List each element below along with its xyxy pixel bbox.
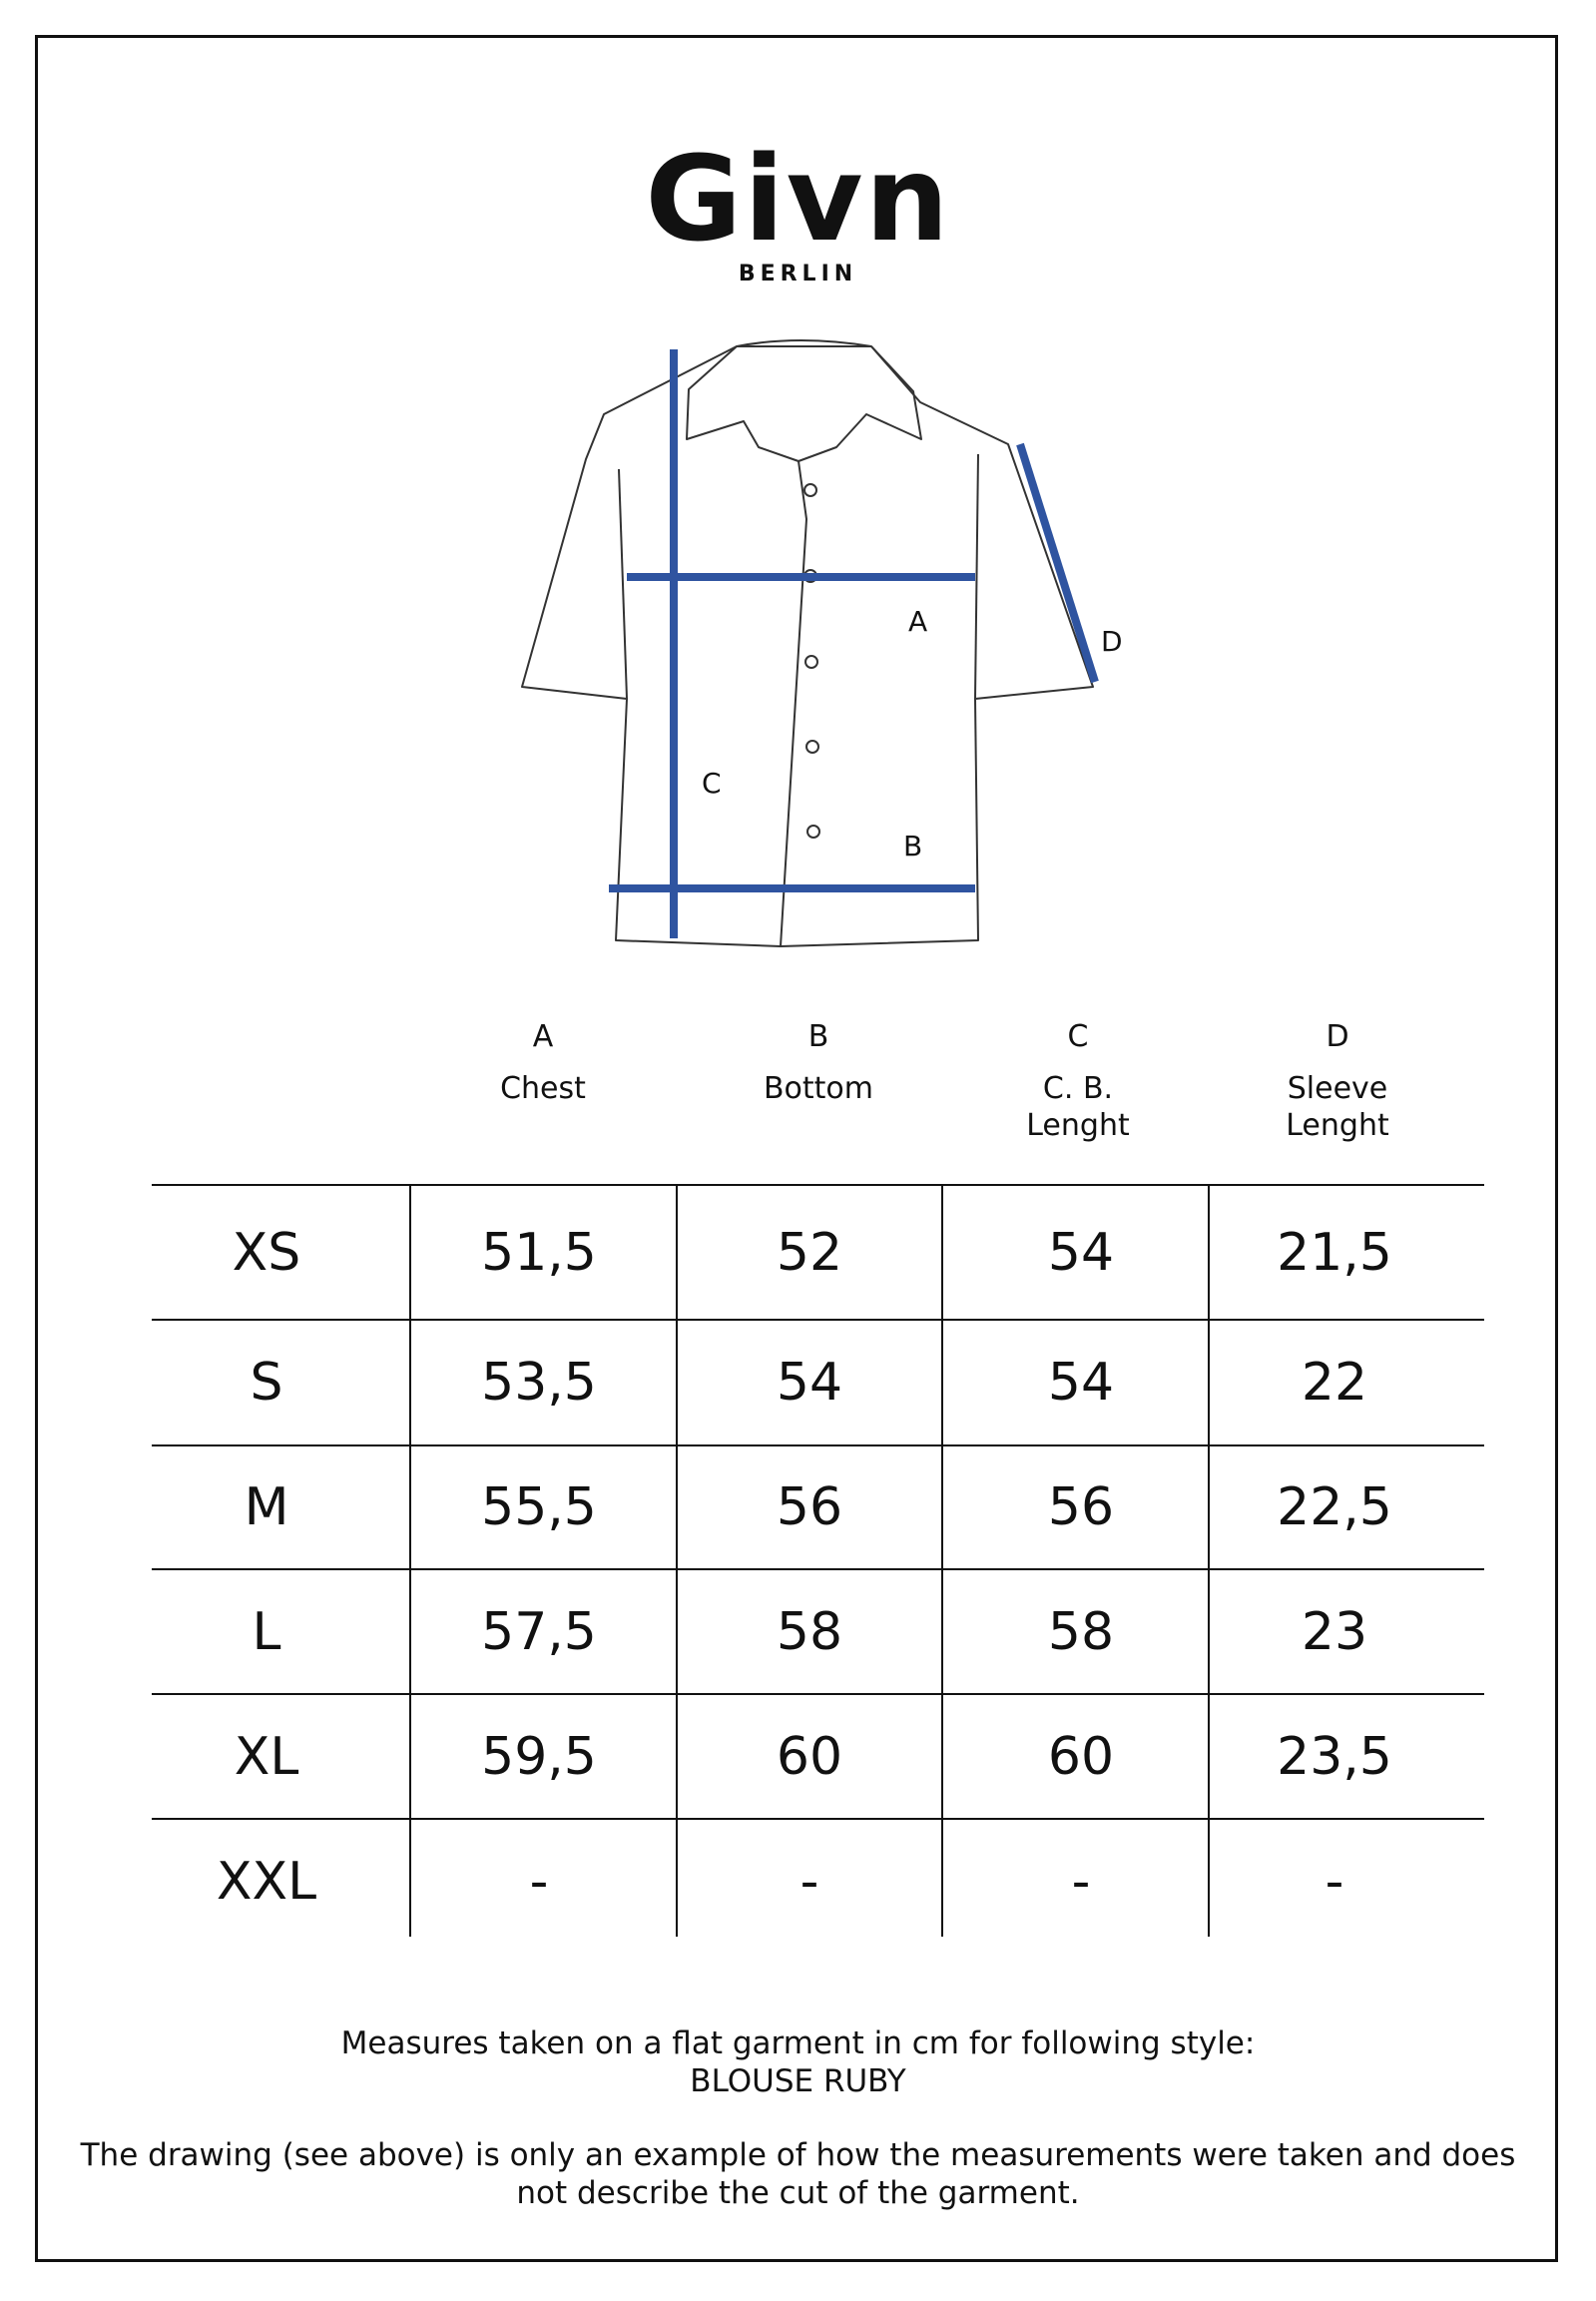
measure-value: -: [1071, 1852, 1091, 1912]
size-label: XL: [234, 1727, 299, 1787]
size-label: L: [252, 1602, 281, 1662]
column-letter: A: [532, 1019, 554, 1054]
brand-logo: Givn: [645, 130, 951, 268]
measure-value: 54: [1047, 1353, 1115, 1413]
column-name: Bottom: [763, 1071, 874, 1106]
note-style: BLOUSE RUBY: [690, 2063, 906, 2099]
column-header-b: [699, 1018, 938, 1107]
button-icon: [807, 826, 819, 838]
size-label: M: [244, 1477, 289, 1537]
column-letter: B: [807, 1019, 829, 1054]
shirt-collar: [687, 346, 921, 461]
measure-value: 55,5: [481, 1477, 597, 1537]
measure-value: 60: [776, 1727, 843, 1787]
measure-value: 54: [1047, 1223, 1115, 1283]
label-c: C: [702, 767, 722, 800]
button-icon: [805, 656, 817, 668]
measure-value: -: [1325, 1852, 1344, 1912]
shirt-outline: [522, 346, 1093, 946]
column-header-c: [958, 1018, 1198, 1144]
note-disclaimer: The drawing (see above) is only an example of how the measurements were taken and does: [80, 2137, 1516, 2173]
size-label: S: [250, 1353, 283, 1413]
shirt-diagram: [0, 0, 1596, 998]
measure-value: 60: [1047, 1727, 1115, 1787]
measure-value: 58: [776, 1602, 843, 1662]
measure-value: 54: [776, 1353, 843, 1413]
measure-value: 56: [1047, 1477, 1115, 1537]
measure-value: 22,5: [1277, 1477, 1392, 1537]
label-a: A: [908, 605, 928, 638]
measure-value: 51,5: [481, 1223, 597, 1283]
measure-value: -: [799, 1852, 819, 1912]
measure-value: 21,5: [1277, 1223, 1392, 1283]
label-d: D: [1101, 625, 1123, 658]
measure-value: 23: [1301, 1602, 1368, 1662]
measure-value: -: [529, 1852, 549, 1912]
button-icon: [806, 741, 818, 753]
measure-value: 53,5: [481, 1353, 597, 1413]
brand-city: BERLIN: [738, 262, 858, 287]
column-letter: C: [1067, 1019, 1089, 1054]
column-name: Sleeve Lenght: [1286, 1071, 1389, 1143]
measure-line-d: [1020, 444, 1095, 682]
measure-value: 52: [776, 1223, 843, 1283]
column-name: Chest: [500, 1071, 586, 1106]
measure-value: 58: [1047, 1602, 1115, 1662]
measure-value: 56: [776, 1477, 843, 1537]
measure-value: 57,5: [481, 1602, 597, 1662]
column-letter: D: [1326, 1019, 1349, 1054]
note-measures: Measures taken on a flat garment in cm for following style:: [340, 2025, 1256, 2061]
label-b: B: [903, 830, 923, 863]
size-label: XS: [232, 1223, 301, 1283]
column-header-a: [423, 1018, 663, 1107]
measure-value: 22: [1301, 1353, 1368, 1413]
column-name: C. B. Lenght: [1026, 1071, 1130, 1143]
size-label: XXL: [216, 1852, 317, 1912]
note-disclaimer-cont: not describe the cut of the garment.: [516, 2175, 1080, 2211]
button-icon: [804, 484, 816, 496]
measure-value: 59,5: [481, 1727, 597, 1787]
column-header-d: [1218, 1018, 1457, 1144]
measure-value: 23,5: [1277, 1727, 1392, 1787]
